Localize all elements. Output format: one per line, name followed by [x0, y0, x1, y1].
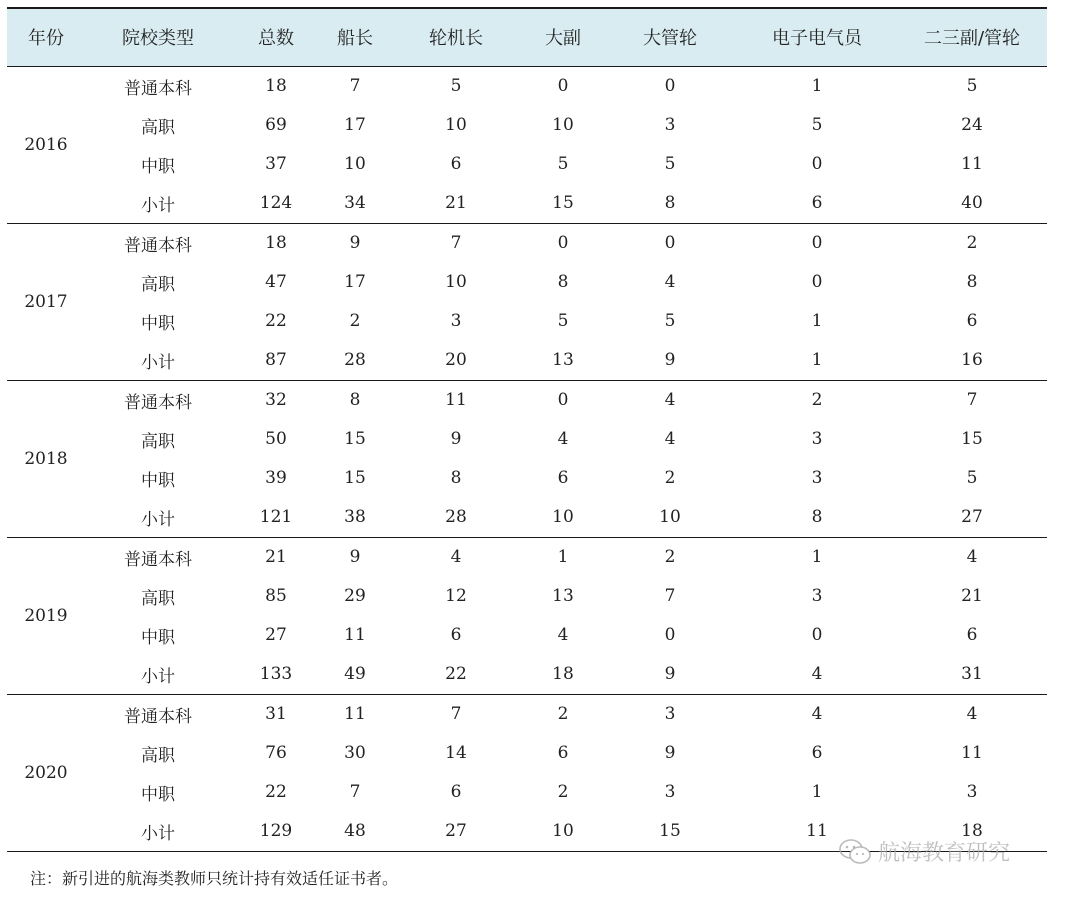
column-header: 院校类型 — [85, 8, 231, 66]
institution-type-cell: 普通本科 — [124, 549, 192, 570]
value-cell: 6 — [450, 625, 462, 645]
value-cell: 3 — [966, 782, 978, 802]
value-cell: 7 — [349, 76, 361, 96]
value-cell: 0 — [664, 76, 676, 96]
table-row — [7, 223, 1047, 263]
year-cell: 2018 — [7, 380, 85, 537]
value-cell: 2 — [664, 547, 676, 567]
value-cell: 4 — [557, 429, 569, 449]
value-cell: 15 — [603, 812, 737, 852]
value-cell: 17 — [344, 272, 366, 292]
watermark-text: 航海教育研究 — [878, 841, 1011, 866]
column-header: 轮机长 — [389, 8, 523, 66]
institution-type-cell: 高职 — [141, 274, 175, 295]
value-cell: 49 — [321, 655, 389, 695]
value-cell: 1 — [811, 76, 823, 96]
value-cell: 12 — [445, 586, 467, 606]
value-cell: 7 — [450, 704, 462, 724]
value-cell: 1 — [557, 547, 569, 567]
table-row — [7, 773, 1047, 812]
value-cell: 6 — [450, 154, 462, 174]
data-table-container — [7, 7, 1047, 852]
value-cell: 2 — [349, 311, 361, 331]
institution-type-cell: 普通本科 — [124, 706, 192, 727]
value-cell: 0 — [664, 233, 676, 253]
value-cell: 6 — [557, 468, 569, 488]
table-row — [7, 66, 1047, 106]
value-cell: 48 — [321, 812, 389, 852]
institution-type-cell: 普通本科 — [124, 235, 192, 256]
institution-type-cell: 高职 — [141, 117, 175, 138]
value-cell: 18 — [897, 812, 1047, 852]
value-cell: 5 — [966, 76, 978, 96]
table-row — [7, 655, 1047, 695]
value-cell: 0 — [557, 233, 569, 253]
value-cell: 38 — [321, 498, 389, 538]
value-cell: 31 — [897, 655, 1047, 695]
institution-type-cell: 小计 — [85, 184, 231, 224]
value-cell: 4 — [664, 272, 676, 292]
value-cell: 4 — [811, 704, 823, 724]
value-cell: 3 — [811, 429, 823, 449]
value-cell: 0 — [811, 233, 823, 253]
institution-type-cell: 小计 — [85, 341, 231, 381]
institution-type-cell: 普通本科 — [124, 392, 192, 413]
value-cell: 0 — [811, 625, 823, 645]
value-cell: 4 — [450, 547, 462, 567]
value-cell: 29 — [344, 586, 366, 606]
watermark — [838, 836, 1010, 867]
table-row — [7, 616, 1047, 655]
institution-type-cell: 普通本科 — [124, 78, 192, 99]
institution-type-cell: 小计 — [85, 812, 231, 852]
value-cell: 3 — [664, 782, 676, 802]
value-cell: 31 — [265, 704, 287, 724]
teacher-statistics-table — [7, 7, 1047, 852]
value-cell: 8 — [966, 272, 978, 292]
table-row — [7, 498, 1047, 538]
value-cell: 15 — [344, 468, 366, 488]
value-cell: 87 — [231, 341, 321, 381]
value-cell: 4 — [966, 547, 978, 567]
value-cell: 10 — [344, 154, 366, 174]
value-cell: 5 — [811, 115, 823, 135]
value-cell: 5 — [557, 311, 569, 331]
column-header: 总数 — [231, 8, 321, 66]
institution-type-cell: 高职 — [141, 745, 175, 766]
value-cell: 2 — [557, 704, 569, 724]
table-row — [7, 694, 1047, 734]
value-cell: 21 — [265, 547, 287, 567]
value-cell: 5 — [966, 468, 978, 488]
value-cell: 8 — [450, 468, 462, 488]
value-cell: 15 — [961, 429, 983, 449]
column-header: 船长 — [321, 8, 389, 66]
value-cell: 15 — [523, 184, 603, 224]
value-cell: 9 — [603, 341, 737, 381]
value-cell: 2 — [664, 468, 676, 488]
value-cell: 18 — [265, 76, 287, 96]
table-row — [7, 380, 1047, 420]
value-cell: 3 — [811, 586, 823, 606]
value-cell: 0 — [557, 390, 569, 410]
value-cell: 28 — [389, 498, 523, 538]
table-row — [7, 184, 1047, 224]
value-cell: 11 — [344, 625, 366, 645]
value-cell: 9 — [450, 429, 462, 449]
value-cell: 3 — [664, 704, 676, 724]
column-header: 电子电气员 — [737, 8, 897, 66]
value-cell: 6 — [811, 743, 823, 763]
value-cell: 7 — [450, 233, 462, 253]
value-cell: 40 — [897, 184, 1047, 224]
institution-type-cell: 高职 — [141, 588, 175, 609]
value-cell: 124 — [231, 184, 321, 224]
value-cell: 18 — [265, 233, 287, 253]
value-cell: 1 — [737, 341, 897, 381]
table-row — [7, 263, 1047, 302]
value-cell: 10 — [523, 812, 603, 852]
value-cell: 121 — [231, 498, 321, 538]
value-cell: 15 — [344, 429, 366, 449]
value-cell: 34 — [321, 184, 389, 224]
institution-type-cell: 中职 — [141, 627, 175, 648]
value-cell: 10 — [603, 498, 737, 538]
value-cell: 10 — [523, 498, 603, 538]
value-cell: 37 — [265, 154, 287, 174]
table-row — [7, 537, 1047, 577]
value-cell: 6 — [737, 184, 897, 224]
value-cell: 22 — [265, 311, 287, 331]
column-header: 年份 — [7, 8, 85, 66]
institution-type-cell: 小计 — [85, 655, 231, 695]
value-cell: 11 — [344, 704, 366, 724]
value-cell: 5 — [664, 154, 676, 174]
value-cell: 21 — [961, 586, 983, 606]
year-cell: 2019 — [7, 537, 85, 694]
value-cell: 5 — [664, 311, 676, 331]
value-cell: 9 — [349, 547, 361, 567]
table-row — [7, 341, 1047, 381]
value-cell: 76 — [265, 743, 287, 763]
value-cell: 13 — [523, 341, 603, 381]
table-row — [7, 420, 1047, 459]
value-cell: 50 — [265, 429, 287, 449]
value-cell: 8 — [349, 390, 361, 410]
value-cell: 9 — [664, 743, 676, 763]
institution-type-cell: 中职 — [141, 784, 175, 805]
value-cell: 3 — [450, 311, 462, 331]
value-cell: 18 — [523, 655, 603, 695]
table-row — [7, 577, 1047, 616]
value-cell: 22 — [265, 782, 287, 802]
value-cell: 11 — [961, 743, 983, 763]
value-cell: 8 — [557, 272, 569, 292]
value-cell: 3 — [811, 468, 823, 488]
value-cell: 2 — [557, 782, 569, 802]
value-cell: 22 — [389, 655, 523, 695]
value-cell: 85 — [265, 586, 287, 606]
year-cell: 2016 — [7, 66, 85, 223]
value-cell: 6 — [450, 782, 462, 802]
institution-type-cell: 中职 — [141, 313, 175, 334]
value-cell: 5 — [450, 76, 462, 96]
value-cell: 0 — [811, 272, 823, 292]
value-cell: 129 — [231, 812, 321, 852]
value-cell: 20 — [389, 341, 523, 381]
column-header: 大管轮 — [603, 8, 737, 66]
institution-type-cell: 中职 — [141, 470, 175, 491]
value-cell: 133 — [231, 655, 321, 695]
value-cell: 10 — [445, 272, 467, 292]
value-cell: 5 — [557, 154, 569, 174]
value-cell: 4 — [966, 704, 978, 724]
value-cell: 6 — [966, 311, 978, 331]
wechat-icon — [838, 838, 872, 866]
value-cell: 4 — [664, 390, 676, 410]
value-cell: 27 — [265, 625, 287, 645]
value-cell: 24 — [961, 115, 983, 135]
value-cell: 69 — [265, 115, 287, 135]
value-cell: 2 — [811, 390, 823, 410]
value-cell: 1 — [811, 311, 823, 331]
table-footnote: 注：新引进的航海类教师只统计持有效适任证书者。 — [30, 869, 399, 888]
value-cell: 30 — [344, 743, 366, 763]
table-row — [7, 302, 1047, 341]
value-cell: 4 — [557, 625, 569, 645]
institution-type-cell: 小计 — [85, 498, 231, 538]
value-cell: 11 — [961, 154, 983, 174]
value-cell: 14 — [445, 743, 467, 763]
value-cell: 28 — [321, 341, 389, 381]
value-cell: 39 — [265, 468, 287, 488]
value-cell: 4 — [664, 429, 676, 449]
year-cell: 2017 — [7, 223, 85, 380]
value-cell: 2 — [966, 233, 978, 253]
value-cell: 0 — [664, 625, 676, 645]
value-cell: 3 — [664, 115, 676, 135]
value-cell: 16 — [897, 341, 1047, 381]
value-cell: 10 — [445, 115, 467, 135]
value-cell: 6 — [557, 743, 569, 763]
value-cell: 7 — [349, 782, 361, 802]
table-header-row — [7, 8, 1047, 66]
value-cell: 1 — [811, 782, 823, 802]
value-cell: 7 — [664, 586, 676, 606]
value-cell: 27 — [897, 498, 1047, 538]
table-row — [7, 734, 1047, 773]
value-cell: 17 — [344, 115, 366, 135]
value-cell: 13 — [552, 586, 574, 606]
value-cell: 9 — [349, 233, 361, 253]
value-cell: 7 — [966, 390, 978, 410]
year-cell: 2020 — [7, 694, 85, 851]
value-cell: 8 — [603, 184, 737, 224]
value-cell: 27 — [389, 812, 523, 852]
value-cell: 1 — [811, 547, 823, 567]
value-cell: 11 — [737, 812, 897, 852]
value-cell: 10 — [552, 115, 574, 135]
value-cell: 0 — [811, 154, 823, 174]
table-row — [7, 106, 1047, 145]
table-row — [7, 459, 1047, 498]
table-body — [7, 66, 1047, 851]
column-header: 大副 — [523, 8, 603, 66]
value-cell: 21 — [389, 184, 523, 224]
value-cell: 32 — [265, 390, 287, 410]
institution-type-cell: 中职 — [141, 156, 175, 177]
column-header: 二三副/管轮 — [897, 8, 1047, 66]
value-cell: 0 — [557, 76, 569, 96]
table-row — [7, 145, 1047, 184]
institution-type-cell: 高职 — [141, 431, 175, 452]
value-cell: 6 — [966, 625, 978, 645]
value-cell: 4 — [737, 655, 897, 695]
value-cell: 9 — [603, 655, 737, 695]
value-cell: 47 — [265, 272, 287, 292]
value-cell: 8 — [737, 498, 897, 538]
value-cell: 11 — [445, 390, 467, 410]
